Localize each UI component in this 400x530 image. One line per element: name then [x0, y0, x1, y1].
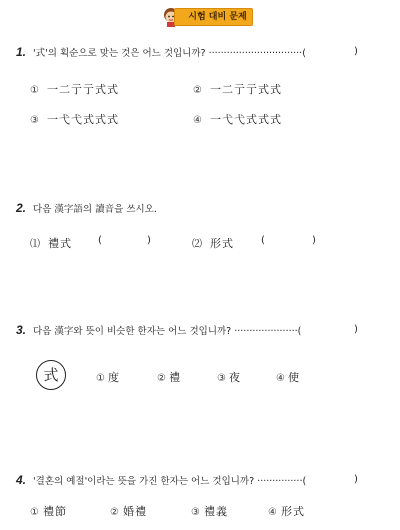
section-banner	[160, 8, 253, 26]
q2-answer-input-2[interactable]	[267, 234, 309, 248]
question-1	[16, 45, 306, 59]
banner-label: 시험 대비 문제	[174, 8, 253, 26]
q4-option-2[interactable]: ② 婚禮	[110, 505, 147, 518]
q1-option-1[interactable]: ① 一二亍亍式式	[30, 83, 119, 96]
q4-option-3[interactable]: ③ 禮義	[191, 505, 228, 518]
question-text: 다음 漢字와 뜻이 비슷한 한자는 어느 것입니까? ·····················(	[33, 326, 302, 337]
question-number: 3.	[16, 323, 27, 337]
answer-paren-close: )	[354, 46, 358, 57]
question-4	[16, 473, 306, 487]
question-number: 1.	[16, 45, 27, 59]
question-text: '式'의 획순으로 맞는 것은 어느 것입니까? ·······························(	[33, 48, 306, 59]
question-number: 4.	[16, 473, 27, 487]
q4-option-1[interactable]: ① 禮節	[30, 505, 67, 518]
q3-option-1[interactable]: ① 度	[96, 371, 120, 384]
question-2	[16, 201, 157, 215]
q1-option-2[interactable]: ② 一二亍亍式式	[193, 83, 282, 96]
q1-option-4[interactable]: ④ 一弋弋式式式	[193, 113, 282, 126]
question-number: 2.	[16, 201, 27, 215]
answer-paren-open: (	[261, 235, 265, 246]
q3-option-2[interactable]: ② 禮	[157, 371, 181, 384]
answer-paren-close: )	[354, 474, 358, 485]
question-text: 다음 漢字語의 讀音을 쓰시오.	[33, 204, 157, 215]
question-text: '결혼의 예절'이라는 뜻을 가진 한자는 어느 것입니까? ···············(	[33, 476, 307, 487]
q1-option-3[interactable]: ③ 一弋弋式式式	[30, 113, 119, 126]
q2-item-1: ⑴ 禮式	[30, 237, 72, 250]
question-3	[16, 323, 301, 337]
answer-paren-close: )	[312, 235, 316, 246]
answer-paren-open: (	[98, 235, 102, 246]
q2-answer-input-1[interactable]	[104, 234, 144, 248]
answer-paren-close: )	[147, 235, 151, 246]
q3-option-3[interactable]: ③ 夜	[217, 371, 241, 384]
q2-item-2: ⑵ 形式	[192, 237, 234, 250]
answer-paren-close: )	[354, 324, 358, 335]
circled-character: 式	[36, 360, 66, 390]
q3-option-4[interactable]: ④ 使	[276, 371, 300, 384]
q4-option-4[interactable]: ④ 形式	[268, 505, 305, 518]
